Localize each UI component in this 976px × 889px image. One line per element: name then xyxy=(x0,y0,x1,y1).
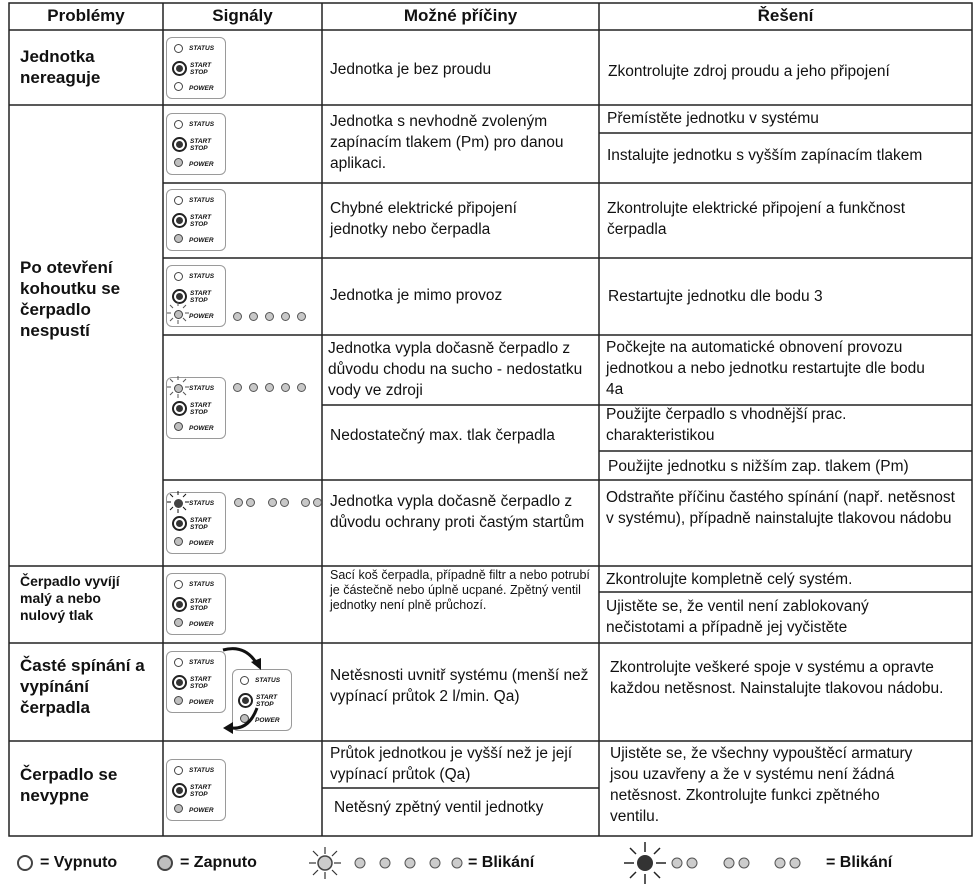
solution-higher-pressure-unit: Instalujte jednotku s vyšším zapínacím tlakem xyxy=(607,147,923,164)
power-led-icon xyxy=(174,158,183,167)
status-led-icon xyxy=(174,766,183,775)
status-led-icon xyxy=(174,272,183,281)
blink-dot-icon xyxy=(265,383,274,392)
cause-no-power: Jednotka je bez proudu xyxy=(330,61,492,78)
start-label: START xyxy=(190,62,212,69)
header-solutions: Řešení xyxy=(757,6,814,25)
cause-leaky-valve: Netěsný zpětný ventil jednotky xyxy=(334,799,544,816)
power-led-icon xyxy=(174,234,183,243)
power-label: POWER xyxy=(189,425,214,432)
power-label: POWER xyxy=(189,807,214,814)
stop-label: STOP xyxy=(190,297,208,304)
blink-dot-icon xyxy=(281,383,290,392)
stop-label: STOP xyxy=(190,683,208,690)
start-stop-button-icon xyxy=(172,597,187,612)
start-label: START xyxy=(190,402,212,409)
problem-pump-not-starting: Po otevření kohoutku se čerpadlo nespustí xyxy=(20,258,121,340)
signal-panel xyxy=(166,37,226,99)
stop-label: STOP xyxy=(256,701,274,708)
legend-off: = Vypnuto xyxy=(40,854,118,871)
blink-dot-icon xyxy=(280,498,289,507)
status-led-icon xyxy=(174,658,183,667)
stop-label: STOP xyxy=(190,145,208,152)
status-label: STATUS xyxy=(189,659,215,666)
status-led-icon xyxy=(174,120,183,129)
solution-restart: Restartujte jednotku dle bodu 3 xyxy=(608,288,823,305)
status-label: STATUS xyxy=(189,197,215,204)
cause-leaks: Netěsnosti uvnitř systému (menší než vypínací průtok 2 l/min. Qa) xyxy=(330,667,589,705)
legend-blink-light-icon xyxy=(305,843,465,883)
start-label: START xyxy=(190,676,212,683)
blink-dot-icon xyxy=(246,498,255,507)
start-label: START xyxy=(190,138,212,145)
start-label: START xyxy=(190,290,212,297)
legend-blink-dark-icon xyxy=(622,840,827,886)
legend-blink-2: = Blikání xyxy=(826,854,893,871)
power-label: POWER xyxy=(189,699,214,706)
start-stop-button-icon xyxy=(172,213,187,228)
blink-dot-icon xyxy=(249,312,258,321)
start-label: START xyxy=(190,784,212,791)
status-label: STATUS xyxy=(189,273,215,280)
cause-clogged: Sací koš čerpadla, případně filtr a nebo potrubí je částečně nebo úplně ucpané. Zpětný ventil jednotky není plně průchozí. xyxy=(330,568,590,612)
status-label: STATUS xyxy=(189,767,215,774)
stop-label: STOP xyxy=(190,221,208,228)
stop-label: STOP xyxy=(190,69,208,76)
solution-check-power: Zkontrolujte zdroj proudu a jeho připojení xyxy=(608,63,890,80)
power-label: POWER xyxy=(189,621,214,628)
header-problems: Problémy xyxy=(47,6,125,25)
cause-bad-wiring: Chybné elektrické připojení jednotky nebo čerpadla xyxy=(330,200,517,238)
cause-out-of-order: Jednotka je mimo provoz xyxy=(330,287,503,304)
problem-frequent-switching: Časté spínání a vypínání čerpadla xyxy=(20,656,145,717)
solution-lower-pressure-unit: Použijte jednotku s nižším zap. tlakem (Pm) xyxy=(608,458,909,475)
power-led-icon xyxy=(174,696,183,705)
switching-arrows xyxy=(215,640,278,740)
status-label: STATUS xyxy=(255,677,281,684)
problem-low-pressure: Čerpadlo vyvíjí malý a nebo nulový tlak xyxy=(20,573,120,623)
start-stop-button-icon xyxy=(172,675,187,690)
start-label: START xyxy=(190,598,212,605)
power-label: POWER xyxy=(189,313,214,320)
legend-on: = Zapnuto xyxy=(180,854,257,871)
header-signals: Signály xyxy=(212,6,273,25)
status-label: STATUS xyxy=(189,500,215,507)
solution-better-pump: Použijte čerpadlo s vhodnější prac. charakteristikou xyxy=(606,406,847,444)
status-led-icon xyxy=(174,580,183,589)
blink-rays-icon xyxy=(166,490,190,514)
start-stop-button-icon xyxy=(172,783,187,798)
power-led-icon xyxy=(174,804,183,813)
signal-panel xyxy=(166,759,226,821)
blink-rays-icon xyxy=(166,375,190,399)
legend-off-icon xyxy=(17,855,33,871)
start-label: START xyxy=(190,214,212,221)
signal-panel xyxy=(166,573,226,635)
power-label: POWER xyxy=(189,85,214,92)
power-label: POWER xyxy=(189,540,214,547)
problem-no-response: Jednotka nereaguje xyxy=(20,47,101,87)
start-stop-button-icon xyxy=(172,61,187,76)
blink-rays-icon xyxy=(166,301,190,325)
power-led-icon xyxy=(174,537,183,546)
blink-dot-icon xyxy=(301,498,310,507)
solution-clean-valve: Ujistěte se, že ventil není zablokovaný nečistotami a případně jej vyčistěte xyxy=(606,598,869,636)
solution-wait-or-restart: Počkejte na automatické obnovení provozu jednotkou a nebo jednotku restartujte dle bodu 4a xyxy=(606,339,925,398)
status-label: STATUS xyxy=(189,581,215,588)
start-stop-button-icon xyxy=(172,516,187,531)
stop-label: STOP xyxy=(190,605,208,612)
legend-blink-1: = Blikání xyxy=(468,854,535,871)
signal-panel xyxy=(166,113,226,175)
start-label: START xyxy=(190,517,212,524)
stop-label: STOP xyxy=(190,791,208,798)
power-label: POWER xyxy=(189,161,214,168)
start-stop-button-icon xyxy=(172,137,187,152)
legend-on-icon xyxy=(157,855,173,871)
cause-dry-run: Jednotka vypla dočasně čerpadlo z důvodu chodu na sucho - nedostatku vody ve zdroji xyxy=(328,340,583,399)
solution-check-wiring: Zkontrolujte elektrické připojení a funkčnost čerpadla xyxy=(607,200,906,238)
solution-relocate: Přemístěte jednotku v systému xyxy=(607,110,819,127)
blink-dot-icon xyxy=(268,498,277,507)
blink-dot-icon xyxy=(297,383,306,392)
solution-check-system: Zkontrolujte kompletně celý systém. xyxy=(606,571,853,588)
status-label: STATUS xyxy=(189,45,215,52)
cause-frequent-starts: Jednotka vypla dočasně čerpadlo z důvodu ochrany proti častým startům xyxy=(330,493,585,531)
problem-pump-not-stopping: Čerpadlo se nevypne xyxy=(20,765,118,805)
blink-dot-icon xyxy=(265,312,274,321)
start-label: START xyxy=(256,694,278,701)
solution-fix-leaks: Zkontrolujte veškeré spoje v systému a opravte každou netěsnost. Nainstalujte tlakovou nádobu. xyxy=(610,659,944,697)
blink-dot-icon xyxy=(233,312,242,321)
blink-dot-icon xyxy=(313,498,322,507)
status-label: STATUS xyxy=(189,385,215,392)
solution-check-armatures: Ujistěte se, že všechny vypouštěcí armatury jsou uzavřeny a že v systému není žádná netěsnost. Zkontrolujte funkci zpětného ventilu. xyxy=(610,745,913,825)
cause-wrong-pressure: Jednotka s nevhodně zvoleným zapínacím tlakem (Pm) pro danou aplikaci. xyxy=(330,113,564,172)
signal-panel xyxy=(166,189,226,251)
stop-label: STOP xyxy=(190,409,208,416)
stop-label: STOP xyxy=(190,524,208,531)
blink-dot-icon xyxy=(234,498,243,507)
status-led-icon xyxy=(174,196,183,205)
start-stop-button-icon xyxy=(172,401,187,416)
blink-dot-icon xyxy=(281,312,290,321)
blink-dot-icon xyxy=(297,312,306,321)
status-led-icon xyxy=(174,44,183,53)
power-led-icon xyxy=(174,422,183,431)
power-led-icon xyxy=(174,82,183,91)
power-label: POWER xyxy=(255,717,280,724)
status-label: STATUS xyxy=(189,121,215,128)
cause-low-max-pressure: Nedostatečný max. tlak čerpadla xyxy=(330,427,555,444)
blink-dot-icon xyxy=(249,383,258,392)
cause-high-flow: Průtok jednotkou je vyšší než je její vypínací průtok (Qa) xyxy=(330,745,573,783)
blink-dot-icon xyxy=(233,383,242,392)
power-label: POWER xyxy=(189,237,214,244)
power-led-icon xyxy=(174,618,183,627)
solution-remove-cause: Odstraňte příčinu častého spínání (např. netěsnost v systému), případně nainstalujte tlakovou nádobu xyxy=(606,489,955,527)
header-causes: Možné příčiny xyxy=(403,6,518,25)
